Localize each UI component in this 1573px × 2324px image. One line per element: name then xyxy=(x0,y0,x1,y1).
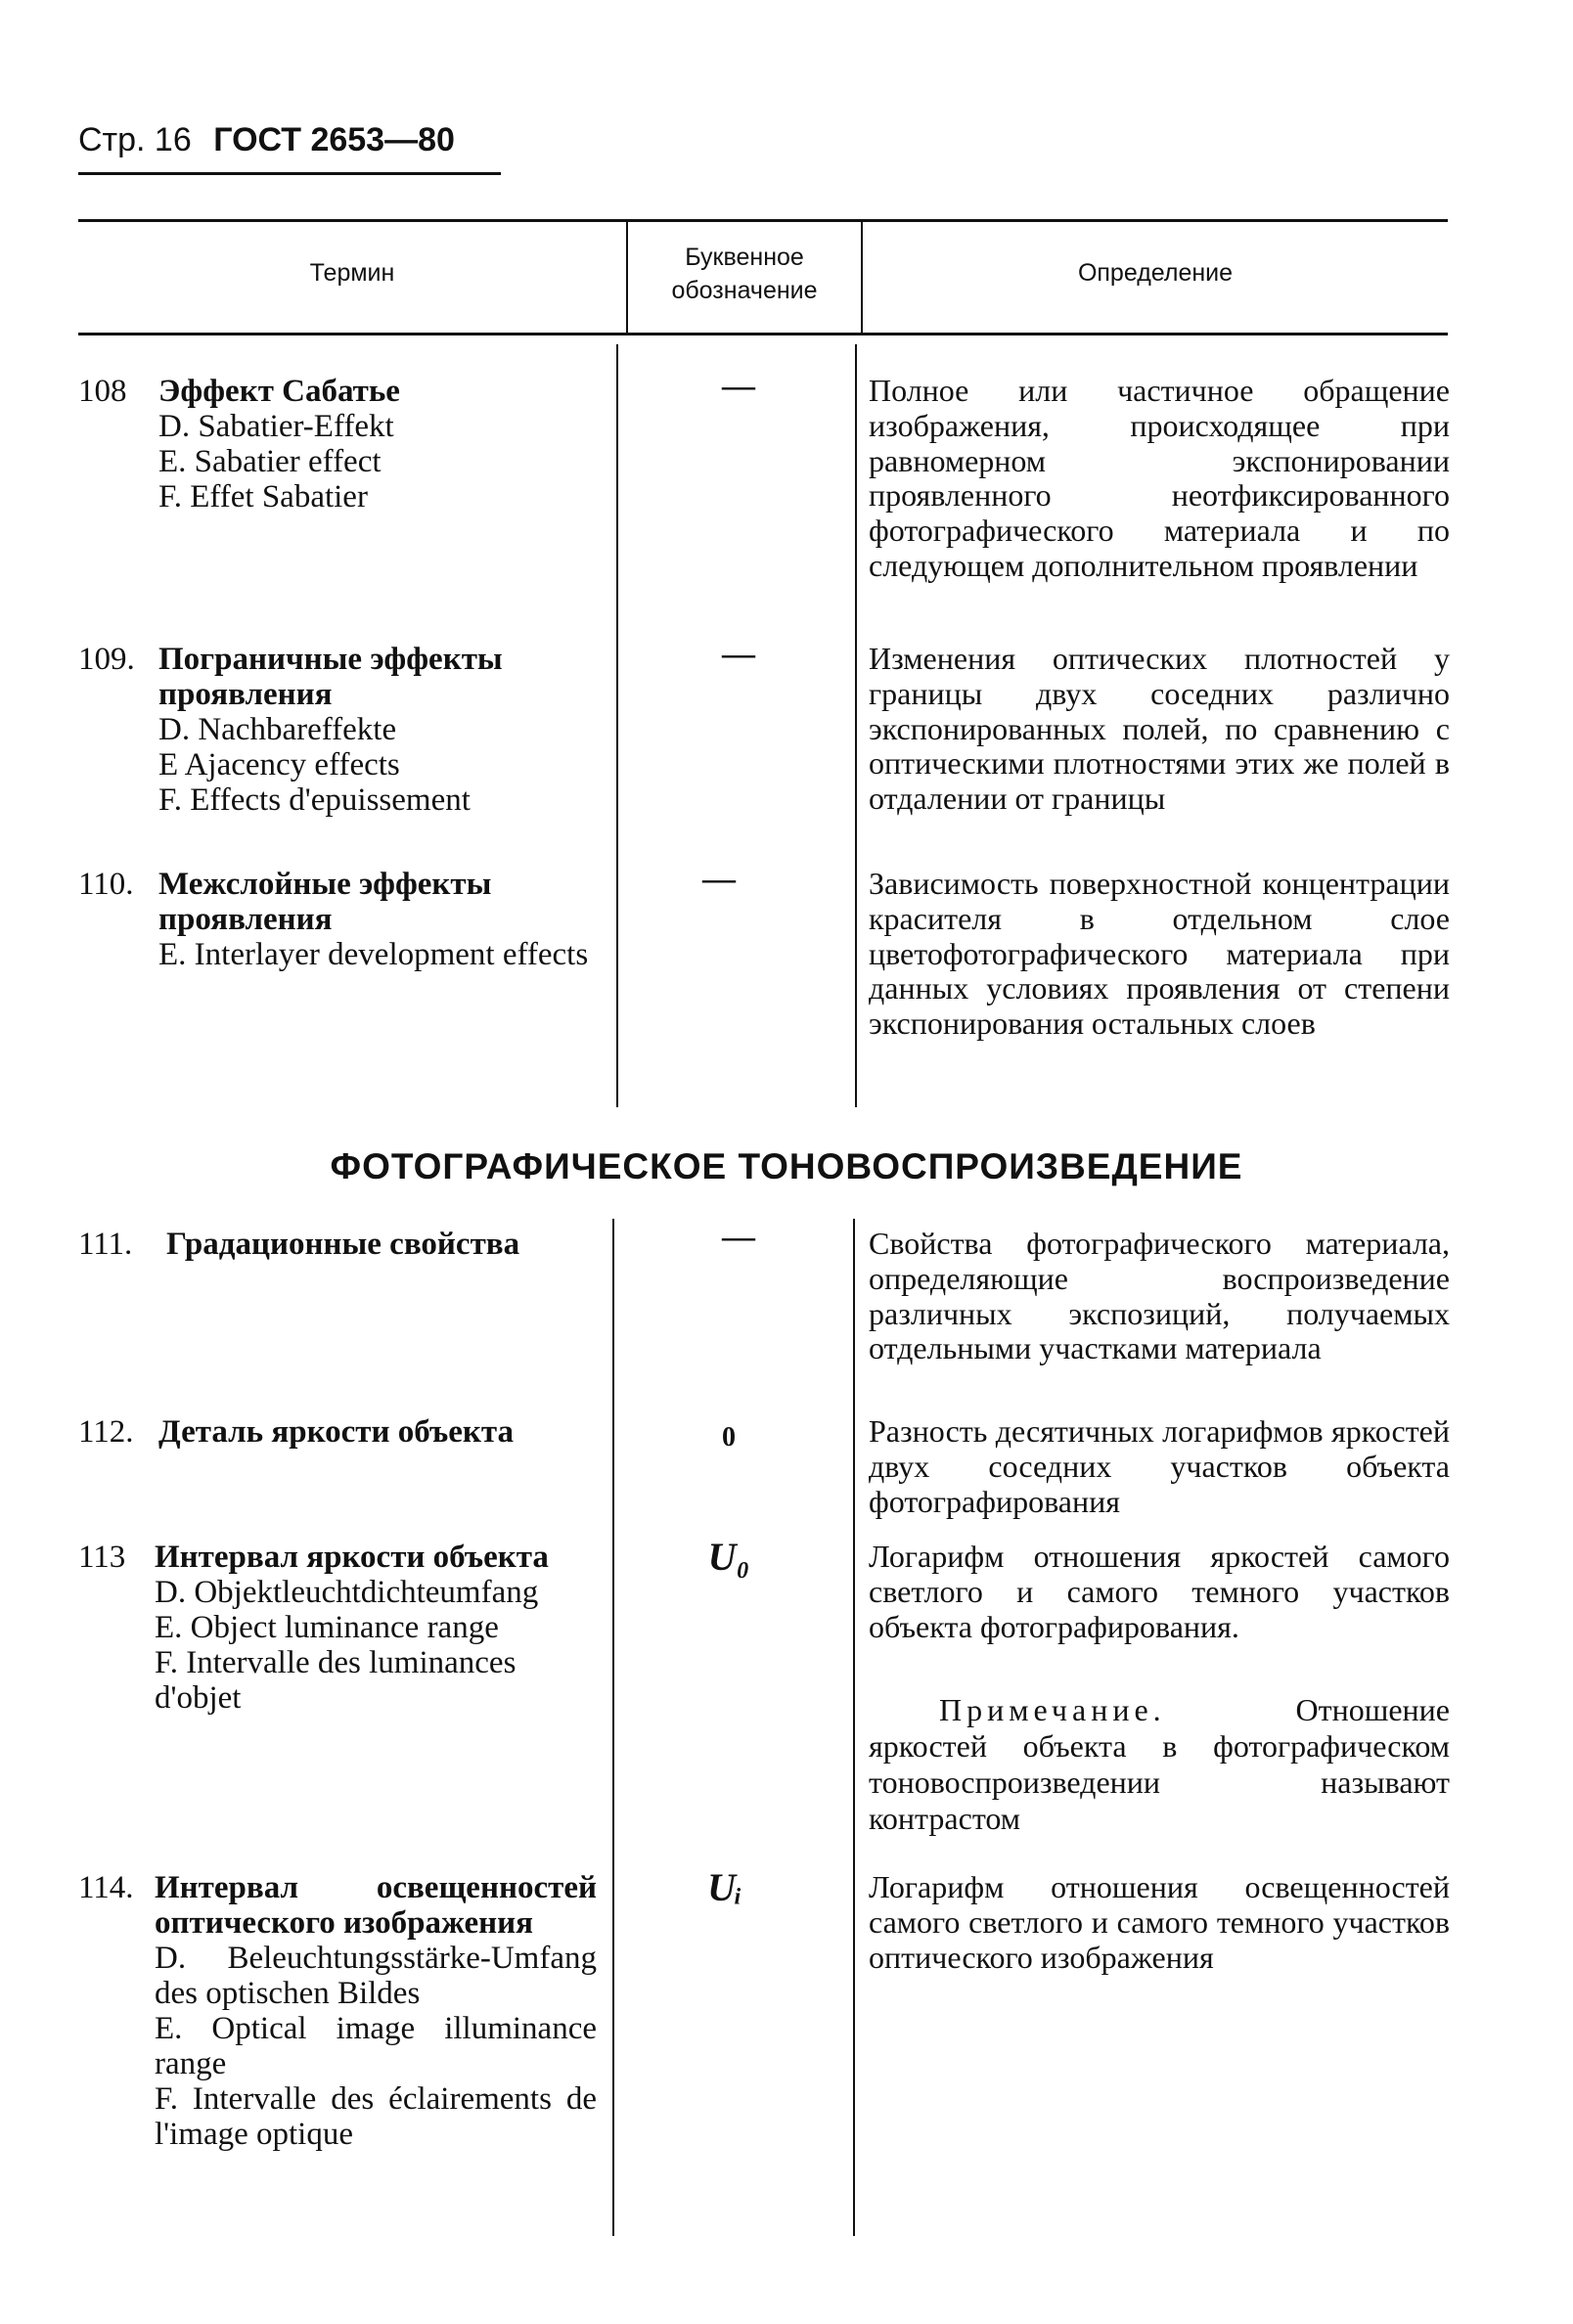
term-entry xyxy=(155,1540,595,1716)
section-title: ФОТОГРАФИЧЕСКОЕ ТОНОВОСПРОИЗВЕДЕНИЕ xyxy=(330,1146,1243,1186)
term-translation: E Ajacency effects xyxy=(158,747,400,782)
term-translation: F. Intervalle des luminances d'objet xyxy=(155,1645,517,1716)
header-underline xyxy=(78,172,501,175)
column-rule-b1 xyxy=(855,344,857,1107)
term-translation: E. Sabatier effect xyxy=(158,444,382,479)
page-number: Стр. 16 xyxy=(78,121,192,158)
term-translation: E. Optical image illuminance range xyxy=(155,2011,597,2081)
term-russian: Интервал яркости объекта xyxy=(155,1540,549,1575)
term-translation: F. Effects d'epuissement xyxy=(158,782,471,818)
definition-text: Изменения оптических плотностей у границы двух соседних различно экспонированных полей, по сравнению с оптическими плотностями этих же полей в отдалении от границы xyxy=(869,641,1450,817)
term-entry xyxy=(158,1414,599,1450)
term-translation: F. Intervalle des éclairements de l'image optique xyxy=(155,2081,597,2152)
definition-text: Логарифм отношения освещенностей самого светлого и самого темного участков оптического изображения xyxy=(869,1869,1450,1975)
term-entry xyxy=(158,867,608,972)
note-label: Примечание. xyxy=(939,1692,1166,1727)
col-head-term: Термин xyxy=(309,259,395,287)
letter-symbol: — xyxy=(702,861,736,897)
term-entry xyxy=(166,1227,597,1262)
letter-symbol: U₀ xyxy=(707,1535,750,1579)
term-translation: D. Nachbareffekte xyxy=(158,712,397,747)
note-text xyxy=(869,1692,1450,1837)
term-translation: E. Interlayer development effects xyxy=(158,937,589,972)
term-russian: Эффект Сабатье xyxy=(158,374,400,409)
term-number: 108 xyxy=(78,374,127,409)
term-number: 114. xyxy=(78,1870,134,1905)
definition-text: Логарифм отношения яркостей самого светлого и самого темного участков объекта фотографирования. xyxy=(869,1539,1450,1644)
table-header-rule xyxy=(78,333,1448,335)
col-head-symbol-line1: Буквенное xyxy=(685,244,804,271)
term-translation: D. Sabatier-Effekt xyxy=(158,409,394,444)
col-head-definition: Определение xyxy=(1077,259,1234,287)
letter-symbol: — xyxy=(722,636,755,672)
definition-text: Полное или частичное обращение изображения, происходящее при равномерном экспонировании проявленного неотфиксированного фотографического материала и по следующем дополнительном проявлении xyxy=(869,373,1450,583)
note-body: Отношение яркостей объекта в фотографическом тоновоспроизведении называют контрастом xyxy=(869,1692,1450,1836)
term-number: 113 xyxy=(78,1540,126,1575)
definition-text: Свойства фотографического материала, определяющие воспроизведение различных экспозиций, получаемых отдельными участками материала xyxy=(869,1226,1450,1366)
term-russian: Пограничные эффекты проявления xyxy=(158,642,503,712)
column-rule-b2 xyxy=(853,1219,855,2236)
term-russian: Деталь яркости объекта xyxy=(158,1414,514,1450)
term-translation: E. Object luminance range xyxy=(155,1610,499,1645)
letter-symbol: 0 xyxy=(722,1422,736,1452)
term-number: 110. xyxy=(78,867,134,902)
term-number: 112. xyxy=(78,1414,134,1450)
term-entry xyxy=(155,1870,597,2152)
term-translation: D. Beleuchtungsstärke-Umfang des optischen Bildes xyxy=(155,1941,597,2011)
term-number: 111. xyxy=(78,1227,133,1262)
table-top-rule xyxy=(78,219,1448,222)
letter-symbol: Uᵢ xyxy=(707,1865,742,1909)
standard-code: ГОСТ 2653—80 xyxy=(213,121,455,158)
col-head-symbol xyxy=(628,241,861,307)
term-russian: Градационные свойства xyxy=(166,1227,520,1262)
column-rule-a2 xyxy=(612,1219,614,2236)
term-entry xyxy=(158,374,608,514)
page-header xyxy=(78,121,455,159)
term-translation: F. Effet Sabatier xyxy=(158,479,368,514)
term-russian: Интервал освещенностей оптического изображения xyxy=(155,1870,597,1941)
letter-symbol: — xyxy=(722,1219,755,1255)
definition-text: Разность десятичных логарифмов яркостей двух соседних участков объекта фотографирования xyxy=(869,1413,1450,1519)
term-russian: Межслойные эффекты проявления xyxy=(158,867,492,937)
term-number: 109. xyxy=(78,642,135,677)
definition-text: Зависимость поверхностной концентрации красителя в отдельном слое цветофотографического материала при данных условиях проявления от степени экспонирования остальных слоев xyxy=(869,866,1450,1042)
col-head-symbol-line2: обозначение xyxy=(671,277,818,304)
term-translation: D. Objektleuchtdichteumfang xyxy=(155,1575,539,1610)
column-rule-a1 xyxy=(616,344,618,1107)
term-entry xyxy=(158,642,608,818)
letter-symbol: — xyxy=(722,368,755,404)
